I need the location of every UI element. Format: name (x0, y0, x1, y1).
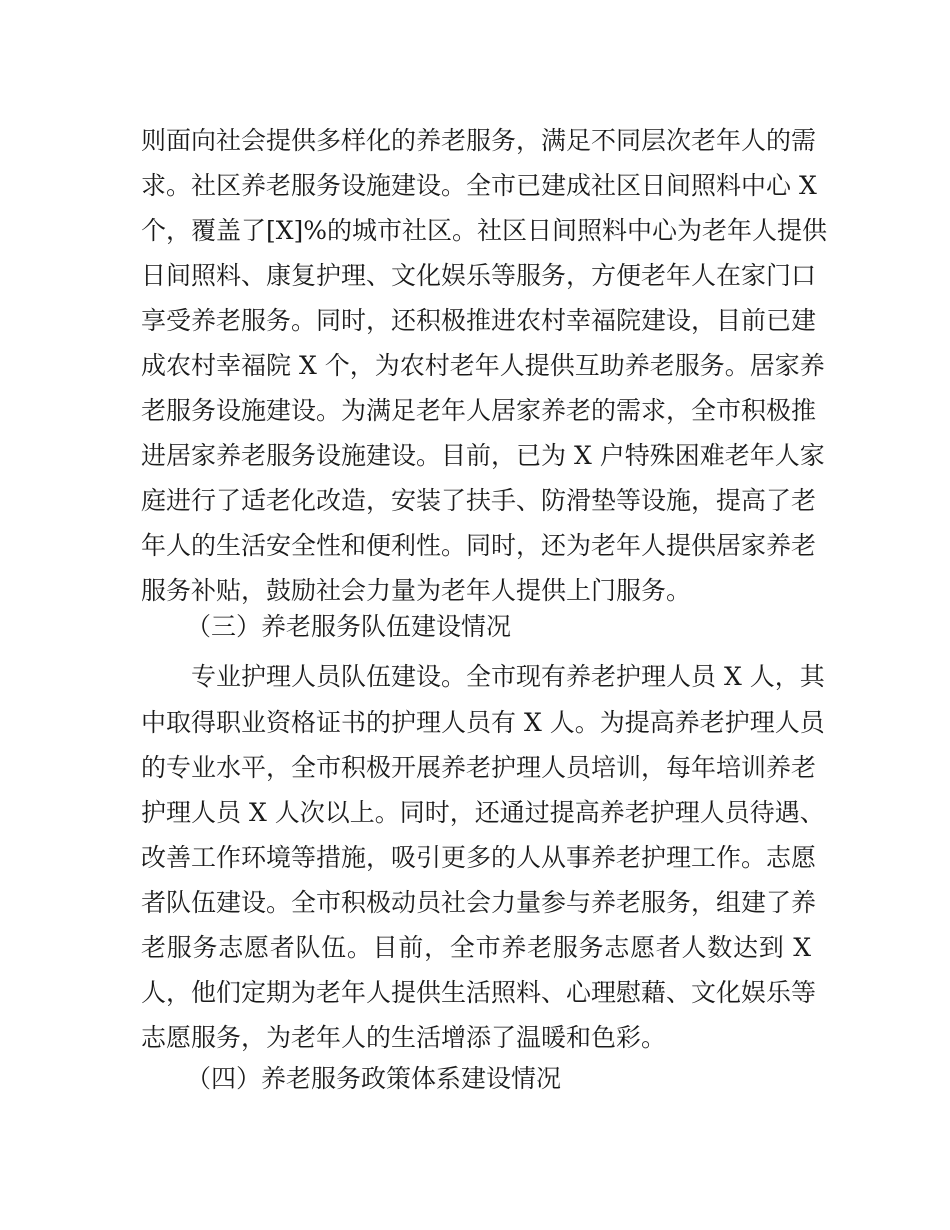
paragraph-2-line-4: 护理人员 X 人次以上。同时，还通过提高养老护理人员待遇、 (141, 798, 825, 827)
paragraph-1-line-11: 服务补贴，鼓励社会力量为老年人提供上门服务。 (141, 576, 692, 605)
paragraph-1-line-8: 进居家养老服务设施建设。目前，已为 X 户特殊困难老年人家 (141, 441, 825, 470)
paragraph-1-line-6: 成农村幸福院 X 个，为农村老年人提供互助养老服务。居家养 (141, 351, 825, 380)
paragraph-2-line-6: 者队伍建设。全市积极动员社会力量参与养老服务，组建了养 (141, 888, 817, 917)
paragraph-2-line-9: 志愿服务，为老年人的生活增添了温暖和色彩。 (141, 1023, 667, 1052)
section-heading-4: （四）养老服务政策体系建设情况 (186, 1064, 562, 1093)
paragraph-2-line-5: 改善工作环境等措施，吸引更多的人从事养老护理工作。志愿 (141, 843, 817, 872)
paragraph-2-line-3: 的专业水平，全市积极开展养老护理人员培训，每年培训养老 (141, 753, 817, 782)
section-heading-3: （三）养老服务队伍建设情况 (186, 612, 512, 641)
paragraph-2-line-7: 老服务志愿者队伍。目前，全市养老服务志愿者人数达到 X (141, 933, 811, 962)
paragraph-2-line-2: 中取得职业资格证书的护理人员有 X 人。为提高养老护理人员 (141, 708, 825, 737)
paragraph-1-line-10: 年人的生活安全性和便利性。同时，还为老年人提供居家养老 (141, 531, 817, 560)
paragraph-1-line-9: 庭进行了适老化改造，安装了扶手、防滑垫等设施，提高了老 (141, 486, 817, 515)
paragraph-1-line-1: 则面向社会提供多样化的养老服务，满足不同层次老年人的需 (141, 126, 817, 155)
paragraph-1-line-2: 求。社区养老服务设施建设。全市已建成社区日间照料中心 X (141, 171, 817, 200)
paragraph-2-line-1: 专业护理人员队伍建设。全市现有养老护理人员 X 人，其 (191, 662, 825, 691)
paragraph-1-line-5: 享受养老服务。同时，还积极推进农村幸福院建设，目前已建 (141, 306, 817, 335)
paragraph-1-line-7: 老服务设施建设。为满足老年人居家养老的需求，全市积极推 (141, 396, 817, 425)
paragraph-1-line-4: 日间照料、康复护理、文化娱乐等服务，方便老年人在家门口 (141, 261, 817, 290)
paragraph-1-line-3: 个，覆盖了[X]%的城市社区。社区日间照料中心为老年人提供 (141, 216, 828, 245)
paragraph-2-line-8: 人，他们定期为老年人提供生活照料、心理慰藉、文化娱乐等 (141, 978, 817, 1007)
